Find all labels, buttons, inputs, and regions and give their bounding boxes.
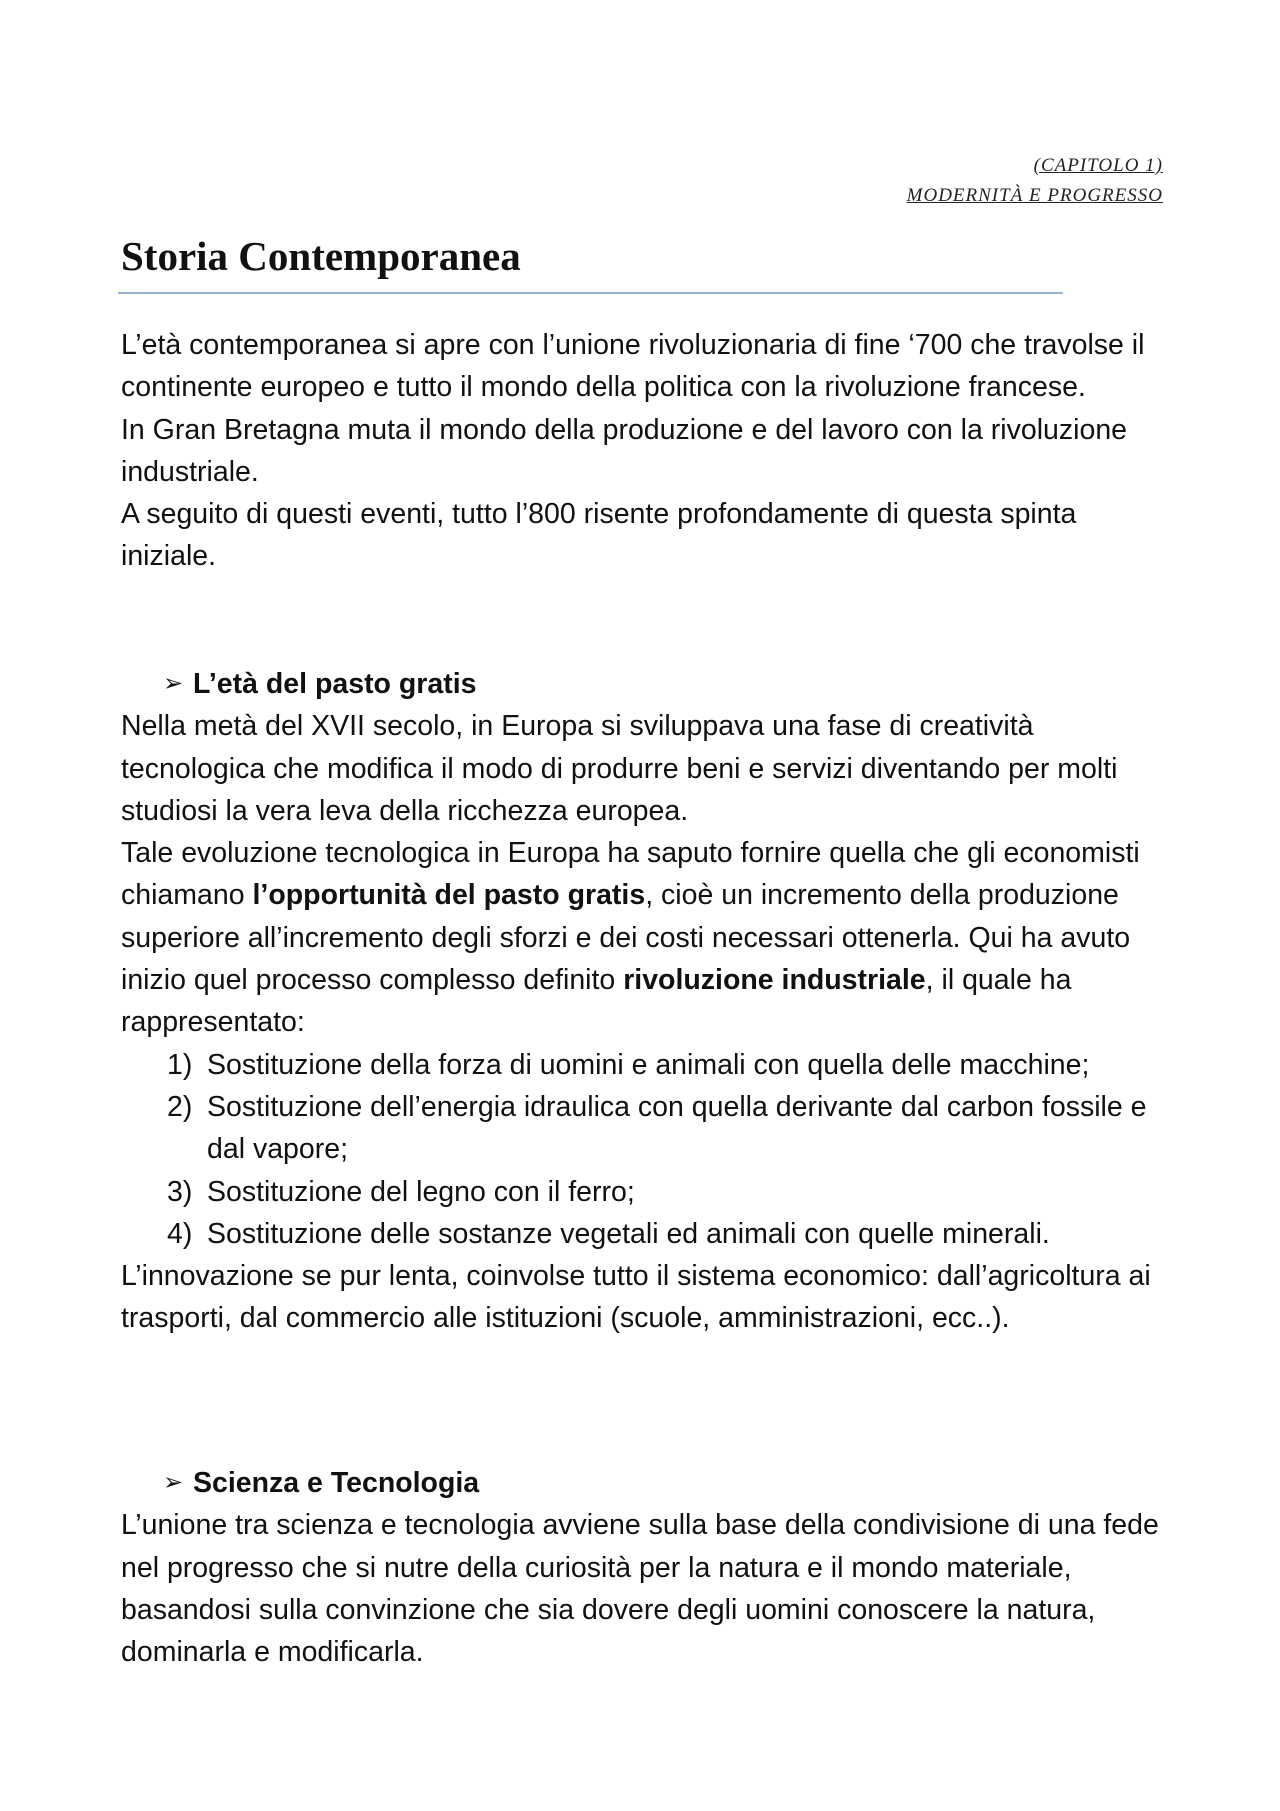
- page-title: Storia Contemporanea: [121, 233, 521, 279]
- section-heading-text: L’età del pasto gratis: [193, 668, 477, 700]
- section1-paragraph-3: L’innovazione se pur lenta, coinvolse tutto il sistema economico: dall’agricoltura ai trasporti, dal commercio alle istituzioni (scuole, amministrazioni, ecc..).: [121, 1260, 1151, 1335]
- list-item: [121, 1213, 1171, 1255]
- section-pasto-gratis: [121, 663, 1171, 1340]
- arrow-bullet-icon: ➢: [163, 670, 184, 697]
- bold-term: rivoluzione industriale: [623, 964, 926, 997]
- section1-paragraph-2: Tale evoluzione tecnologica in Europa ha saputo fornire quella che gli economisti chiamano l’opportunità del pasto gratis, cioè un incremento della produzione superiore all’incremento degli sforzi e dei costi necessari ottenerla. Qui ha avuto inizio quel processo complesso definito rivoluzione industriale, il quale ha rappresentato:: [121, 837, 1140, 1039]
- section-heading: [121, 1462, 1171, 1504]
- list-item: [121, 1044, 1171, 1086]
- intro-section: [121, 324, 1171, 578]
- arrow-bullet-icon: ➢: [163, 1469, 184, 1496]
- century-numeral: XVII: [311, 710, 365, 743]
- intro-paragraph-2: In Gran Bretagna muta il mondo della produzione e del lavoro con la rivoluzione industriale.: [121, 413, 1128, 488]
- section1-paragraph-1: Nella metà del XVII secolo, in Europa si sviluppava una fase di creatività tecnologica che modifica il modo di produrre beni e servizi diventando per molti studiosi la vera leva della ricchezza europea.: [121, 710, 1118, 827]
- list-item-text: Sostituzione delle sostanze vegetali ed animali con quelle minerali.: [207, 1217, 1050, 1250]
- list-number: 1): [167, 1048, 193, 1081]
- section-heading: [121, 663, 1171, 705]
- section-heading-text: Scienza e Tecnologia: [193, 1467, 480, 1499]
- list-number: 4): [167, 1217, 193, 1250]
- list-number: 3): [167, 1175, 193, 1208]
- list-item-text: Sostituzione dell’energia idraulica con quella derivante dal carbon fossile e dal vapore;: [207, 1090, 1147, 1166]
- bold-term: l’opportunità del pasto gratis: [252, 879, 646, 912]
- intro-paragraph-1: L’età contemporanea si apre con l’unione rivoluzionaria di fine ‘700 che travolse il continente europeo e tutto il mondo della politica con la rivoluzione francese.: [121, 329, 1145, 404]
- list-item-text: Sostituzione del legno con il ferro;: [207, 1175, 635, 1208]
- section2-paragraph-1: L’unione tra scienza e tecnologia avviene sulla base della condivisione di una fede nel progresso che si nutre della curiosità per la natura e il mondo materiale, basandosi sulla convinzione che sia dovere degli uomini conoscere la natura, dominarla e modificarla.: [121, 1509, 1159, 1669]
- section-scienza-tecnologia: [121, 1462, 1171, 1673]
- intro-paragraph-3: A seguito di questi eventi, tutto l’800 risente profondamente di questa spinta iniziale.: [121, 498, 1077, 573]
- title-divider: [118, 292, 1063, 294]
- chapter-label: (CAPITOLO 1): [1033, 155, 1163, 176]
- list-item: [121, 1086, 1171, 1171]
- list-item: [121, 1171, 1171, 1213]
- list-item-text: Sostituzione della forza di uomini e animali con quella delle macchine;: [207, 1048, 1090, 1081]
- chapter-subtitle: MODERNITÀ E PROGRESSO: [906, 185, 1163, 206]
- numbered-list: [121, 1044, 1171, 1255]
- list-number: 2): [167, 1090, 193, 1123]
